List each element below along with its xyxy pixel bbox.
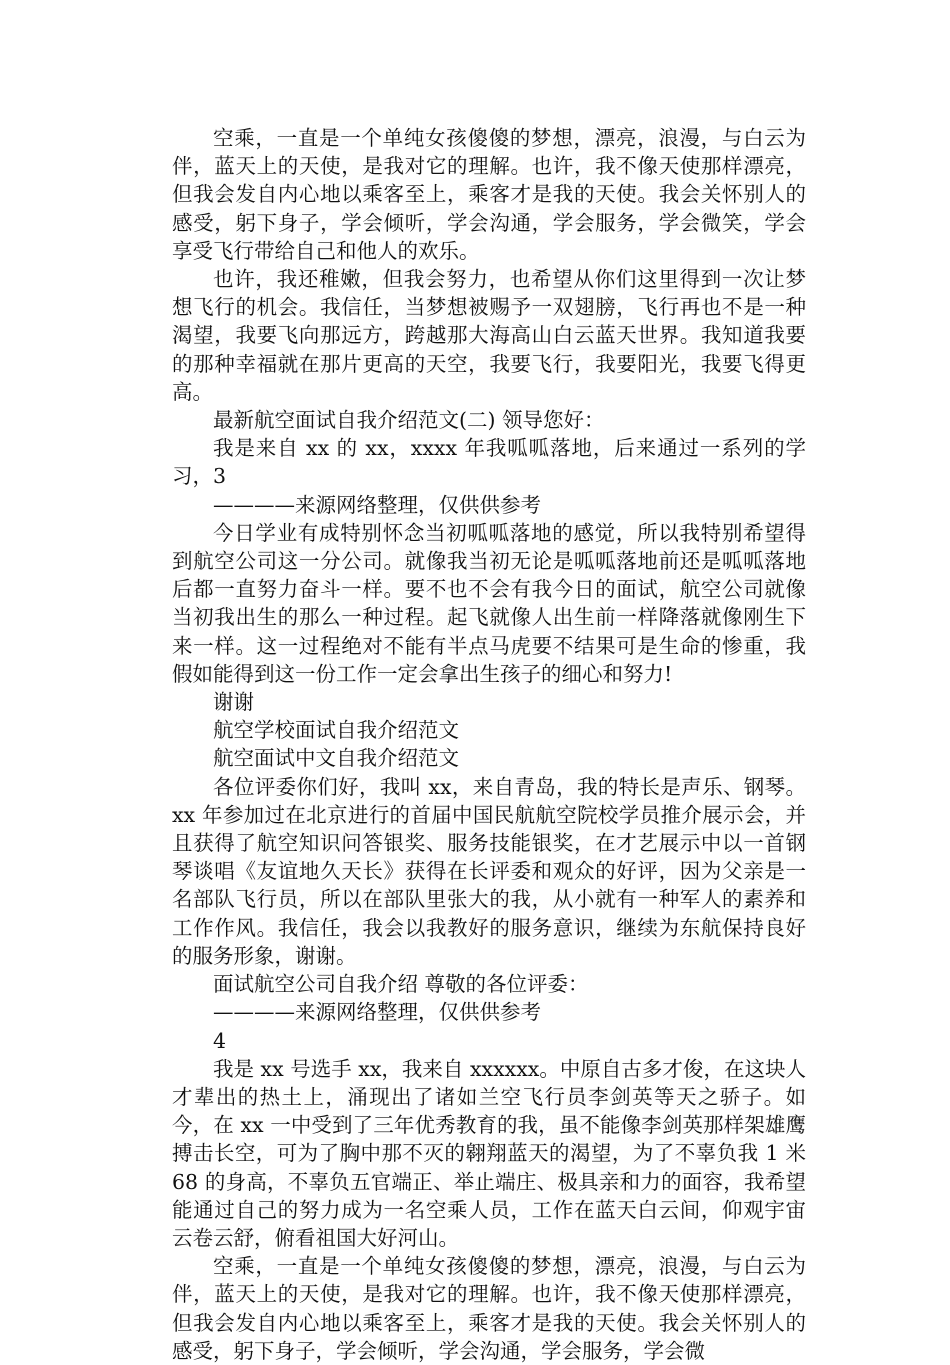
document-body [172, 124, 806, 1365]
section-heading: 航空学校面试自我介绍范文 [213, 718, 459, 743]
paragraph: 我是 xx 号选手 xx，我来自 xxxxxx。中原自古多才俊，在这块人才辈出的热土上，涌现出了诸如兰空飞行员李剑英等天之骄子。如今，在 xx 一中受到了三年优秀教育的我，虽不能像李剑英那样架雄鹰搏击长空，可为了胸中那不灭的翱翔蓝天的渴望，为了不辜负我 1 米 68 的身高，不辜负五官端正、举止端庄、极具亲和力的面容，我希望能通过自己的努力成为一名空乘人员，工作在蓝天白云间，仰观宇宙云卷云舒，俯看祖国大好河山。 [172, 1056, 806, 1250]
section-heading: 最新航空面试自我介绍范文(二) 领导您好： [213, 408, 605, 433]
paragraph: 谢谢 [213, 690, 254, 715]
page-number: 4 [213, 1028, 227, 1053]
paragraph: 空乘，一直是一个单纯女孩傻傻的梦想，漂亮，浪漫，与白云为伴，蓝天上的天使，是我对它的理解。也许，我不像天使那样漂亮，但我会发自内心地以乘客至上，乘客才是我的天使。我会关怀别人的感受，躬下身子，学会倾听，学会沟通，学会服务，学会微 [172, 1254, 806, 1363]
paragraph: 各位评委你们好，我叫 xx，来自青岛，我的特长是声乐、钢琴。xx 年参加过在北京进行的首届中国民航航空院校学员推介展示会，并且获得了航空知识问答银奖、服务技能银奖，在才艺展示中以一首钢琴谈唱《友谊地久天长》获得在长评委和观众的好评，因为父亲是一名部队飞行员，所以在部队里张大的我，从小就有一种军人的素养和工作作风。我信任，我会以我教好的服务意识，继续为东航保持良好的服务形象，谢谢。 [172, 774, 806, 968]
source-note: ————来源网络整理，仅供供参考 [213, 492, 541, 517]
source-note: ————来源网络整理，仅供供参考 [213, 1000, 541, 1025]
paragraph: 空乘，一直是一个单纯女孩傻傻的梦想，漂亮，浪漫，与白云为伴，蓝天上的天使，是我对它的理解。也许，我不像天使那样漂亮，但我会发自内心地以乘客至上，乘客才是我的天使。我会关怀别人的感受，躬下身子，学会倾听，学会沟通，学会服务，学会微笑，学会享受飞行带给自己和他人的欢乐。 [172, 126, 806, 263]
paragraph: 今日学业有成特别怀念当初呱呱落地的感觉，所以我特别希望得到航空公司这一分公司。就像我当初无论是呱呱落地前还是呱呱落地后都一直努力奋斗一样。要不也不会有我今日的面试，航空公司就像当初我出生的那么一种过程。起飞就像人出生前一样降落就像刚生下来一样。这一过程绝对不能有半点马虎要不结果可是生命的惨重，我假如能得到这一份工作一定会拿出生孩子的细心和努力! [172, 520, 806, 686]
section-heading: 航空面试中文自我介绍范文 [213, 746, 459, 771]
section-heading: 面试航空公司自我介绍 尊敬的各位评委： [213, 972, 589, 997]
paragraph: 也许，我还稚嫩，但我会努力，也希望从你们这里得到一次让梦想飞行的机会。我信任，当梦想被赐予一双翅膀，飞行再也不是一种渴望，我要飞向那远方，跨越那大海高山白云蓝天世界。我知道我要的那种幸福就在那片更高的天空，我要飞行，我要阳光，我要飞得更高。 [172, 267, 806, 404]
paragraph: 我是来自 xx 的 xx，xxxx 年我呱呱落地，后来通过一系列的学习，3 [172, 436, 806, 489]
